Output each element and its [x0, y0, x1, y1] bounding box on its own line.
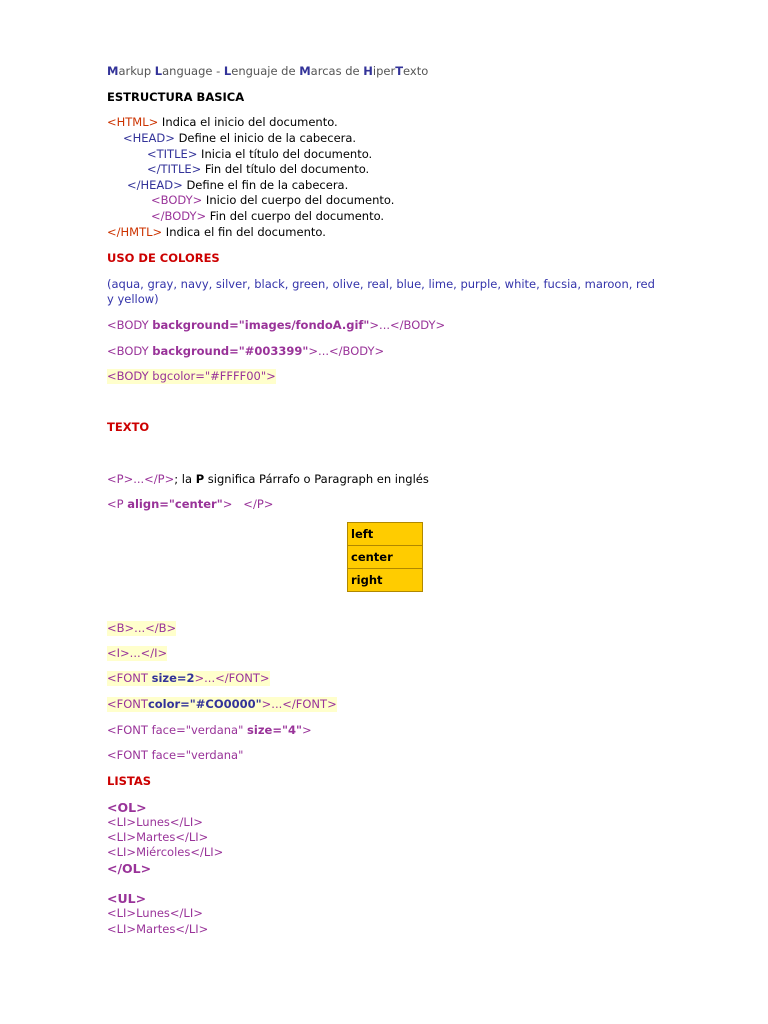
section-heading-texto: TEXTO	[107, 420, 150, 434]
list-item: <LI>Miércoles</LI>	[107, 845, 224, 859]
section-heading-listas: LISTAS	[107, 774, 152, 788]
body-background-image-example: <BODY background="images/fondoA.gif">...</BODY>	[107, 318, 446, 332]
unordered-list-open-tag: <UL>	[107, 891, 147, 906]
align-option-right: right	[348, 569, 423, 592]
bold-tag-example: <B>...</B>	[107, 621, 177, 635]
estructura-line: <TITLE> Inicia el título del documento.	[147, 147, 373, 161]
estructura-line: </TITLE> Fin del título del documento.	[147, 162, 370, 176]
estructura-line: </HMTL> Indica el fin del documento.	[107, 225, 326, 239]
font-face-example: <FONT face="verdana"	[107, 748, 244, 762]
estructura-line: <HTML> Indica el inicio del documento.	[107, 115, 338, 129]
estructura-line: <BODY> Inicio del cuerpo del documento.	[151, 193, 395, 207]
align-option-left: left	[348, 523, 423, 546]
font-size-example: <FONT size=2>...</FONT>	[107, 671, 270, 685]
align-option-center: center	[348, 546, 423, 569]
paragraph-tag-description: <P>...</P>; la P significa Párrafo o Paragraph en inglés	[107, 472, 429, 486]
estructura-line: </HEAD> Define el fin de la cabecera.	[127, 178, 349, 192]
ordered-list-open-tag: <OL>	[107, 800, 147, 815]
list-item: <LI>Martes</LI>	[107, 830, 209, 844]
color-list: (aqua, gray, navy, silver, black, green, olive, real, blue, lime, purple, white, fucsia, maroon, red	[107, 277, 655, 291]
font-color-example: <FONTcolor="#CO0000">...</FONT>	[107, 697, 337, 711]
list-item: <LI>Lunes</LI>	[107, 906, 203, 920]
document-title: Markup Language - Lenguaje de Marcas de HiperTexto	[107, 64, 429, 78]
align-options-table	[347, 522, 423, 592]
paragraph-align-example: <P align="center"> </P>	[107, 497, 274, 511]
list-item: <LI>Martes</LI>	[107, 922, 209, 936]
color-list-cont: y yellow)	[107, 292, 159, 306]
section-heading-estructura: ESTRUCTURA BASICA	[107, 90, 245, 104]
body-bgcolor-example: <BODY bgcolor="#FFFF00">	[107, 369, 276, 383]
section-heading-colores: USO DE COLORES	[107, 251, 220, 265]
ordered-list-close-tag: </OL>	[107, 861, 152, 876]
italic-tag-example: <I>...</I>	[107, 646, 168, 660]
body-background-color-example: <BODY background="#003399">...</BODY>	[107, 344, 385, 358]
estructura-line: </BODY> Fin del cuerpo del documento.	[151, 209, 385, 223]
estructura-line: <HEAD> Define el inicio de la cabecera.	[123, 131, 357, 145]
list-item: <LI>Lunes</LI>	[107, 815, 203, 829]
font-face-size-example: <FONT face="verdana" size="4">	[107, 723, 312, 737]
